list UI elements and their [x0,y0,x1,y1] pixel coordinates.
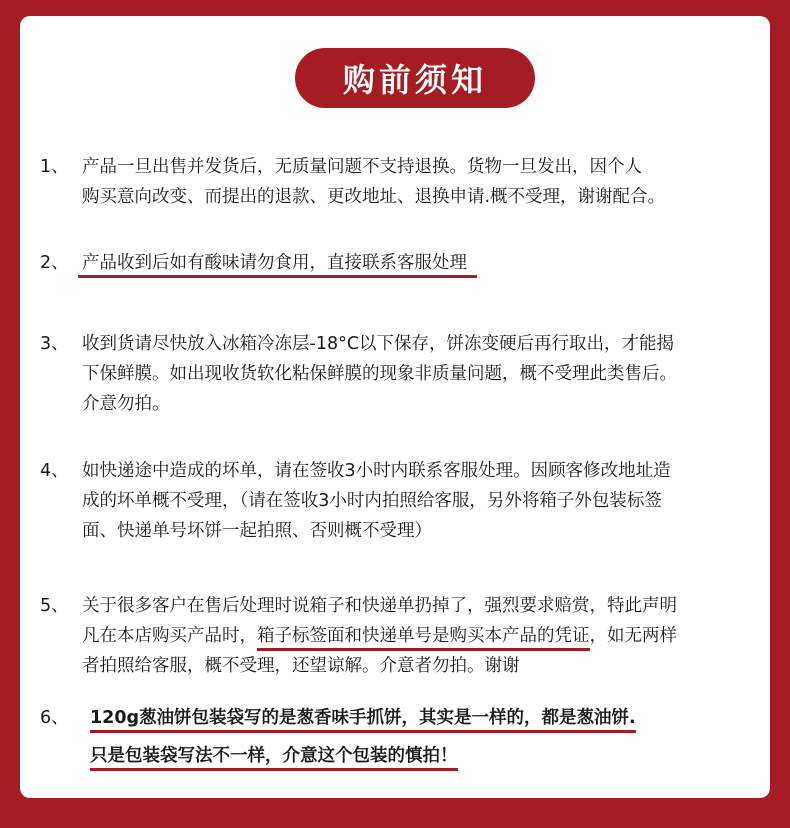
notice-item-4 [40,456,760,546]
notice-card [20,16,770,798]
item-text: 介意勿拍。 [82,394,170,414]
notice-item-1 [40,152,760,212]
item-text: 面、快递单号坏饼一起拍照、否则概不受理） [82,521,432,541]
item-text: 购买意向改变、而提出的退款、更改地址、退换申请.概不受理，谢谢配合。 [82,187,666,207]
highlighted-text: 只是包装袋写法不一样，介意这个包装的慎拍！ [90,746,458,766]
item-text: 成的坏单概不受理，（请在签收3小时内拍照给客服，另外将箱子外包装标签 [82,491,662,511]
notice-item-6 [40,703,760,771]
notice-item-5 [40,591,760,681]
item-text: 收到货请尽快放入冰箱冷冻层-18°C以下保存，饼冻变硬后再行取出，才能揭 [82,334,675,354]
item-number: 2、 [40,253,69,273]
highlighted-text: 箱子标签面和快递单号是购买本产品的凭证 [257,626,590,646]
page-title: 购前须知 [295,48,535,108]
notice-item-2 [40,248,760,278]
item-number: 6、 [40,708,69,728]
item-number: 5、 [40,596,69,616]
highlighted-text: 产品收到后如有酸味请勿食用，直接联系客服处理 [82,253,467,273]
notice-item-3 [40,329,760,419]
item-text: 凡在本店购买产品时， [82,626,257,646]
item-number: 3、 [40,334,69,354]
item-text: 产品一旦出售并发货后，无质量问题不支持退换。货物一旦发出，因个人 [82,157,642,177]
item-text: 如快递途中造成的坏单，请在签收3小时内联系客服处理。因顾客修改地址造 [82,461,671,481]
item-number: 1、 [40,157,69,177]
item-text: 者拍照给客服，概不受理，还望谅解。介意者勿拍。谢谢 [82,656,520,676]
item-text: ，如无两样 [589,626,677,646]
highlighted-text: 120g葱油饼包装袋写的是葱香味手抓饼，其实是一样的，都是葱油饼. [90,708,636,728]
item-text: 下保鲜膜。如出现收货软化粘保鲜膜的现象非质量问题，概不受理此类售后。 [82,364,677,384]
item-number: 4、 [40,461,69,481]
item-text: 关于很多客户在售后处理时说箱子和快递单扔掉了，强烈要求赔赏，特此声明 [82,596,677,616]
